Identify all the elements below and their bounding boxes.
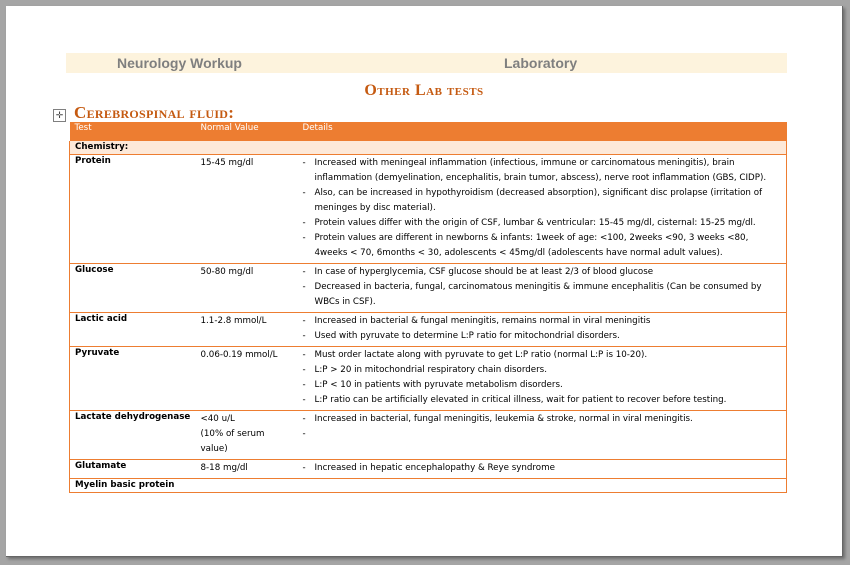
normal-value: 1.1-2.8 mmol/L [200, 316, 267, 326]
detail-item: - Used with pyruvate to determine L:P ratio for mitochondrial disorders. [303, 329, 783, 344]
table-row [70, 347, 787, 411]
table-row [70, 155, 787, 264]
header-left-text: Neurology Workup [117, 55, 242, 71]
page-title: Other Lab tests [364, 82, 484, 99]
table-header-row [70, 122, 787, 141]
page-header [66, 53, 787, 73]
details-list [303, 156, 783, 261]
table-row [70, 313, 787, 347]
test-name: Glutamate [70, 460, 196, 479]
detail-item: - Increased in bacterial & fungal meningitis, remains normal in viral meningitis [303, 314, 783, 329]
details-list [303, 348, 783, 408]
normal-value-cell [196, 313, 298, 347]
column-header-test: Test [70, 122, 196, 141]
test-name: Glucose [70, 264, 196, 313]
test-name: Pyruvate [70, 347, 196, 411]
details-list [303, 461, 783, 476]
detail-item: - Protein values differ with the origin of CSF, lumbar & ventricular: 15-45 mg/dl, cisternal: 15-25 mg/dl. [303, 216, 783, 231]
details-cell [298, 155, 787, 264]
normal-value: <40 u/L [200, 414, 235, 424]
table-move-handle-icon[interactable]: ✛ [53, 109, 66, 122]
details-cell [298, 313, 787, 347]
normal-value-cell [196, 411, 298, 460]
detail-item: - Also, can be increased in hypothyroidism (decreased absorption), significant disc prolapse (irritation of meninges by disc material). [303, 186, 783, 216]
normal-value-cell [196, 479, 298, 493]
details-list [303, 265, 783, 310]
section-title: Cerebrospinal fluid: [74, 103, 235, 122]
header-right-text: Laboratory [504, 55, 578, 71]
table-row [70, 460, 787, 479]
normal-value: 15-45 mg/dl [200, 158, 254, 168]
detail-item: - Increased in hepatic encephalopathy & Reye syndrome [303, 461, 783, 476]
detail-item: - Protein values are different in newborns & infants: 1week of age: <100, 2weeks <90, 3 weeks <80, 4weeks < 70, 6months < 30, adolescents < 45mg/dl (adolescents have normal adult values). [303, 231, 783, 261]
column-header-details: Details [298, 122, 787, 141]
details-list [303, 412, 783, 427]
group-row [70, 141, 787, 155]
normal-value: 50-80 mg/dl [200, 267, 254, 277]
test-name: Lactate dehydrogenase [70, 411, 196, 460]
normal-value-cell [196, 264, 298, 313]
details-cell [298, 347, 787, 411]
normal-value-cell [196, 460, 298, 479]
normal-value-cell [196, 155, 298, 264]
normal-value: (10% of serum value) [200, 429, 265, 454]
detail-item: - Increased in bacterial, fungal meningitis, leukemia & stroke, normal in viral meningitis. [303, 412, 783, 427]
normal-value: 0.06-0.19 mmol/L [200, 350, 278, 360]
detail-item: - L:P < 10 in patients with pyruvate metabolism disorders. [303, 378, 783, 393]
details-list [303, 314, 783, 344]
detail-item: - Decreased in bacteria, fungal, carcinomatous meningitis & immune encephalitis (Can be consumed by WBCs in CSF). [303, 280, 783, 310]
details-cell [298, 479, 787, 493]
details-cell [298, 411, 787, 460]
table-row [70, 264, 787, 313]
document-page [6, 6, 843, 557]
column-header-normal: Normal Value [196, 122, 298, 141]
normal-value: 8-18 mg/dl [200, 463, 248, 473]
details-cell [298, 460, 787, 479]
test-name: Lactic acid [70, 313, 196, 347]
detail-item: - In case of hyperglycemia, CSF glucose should be at least 2/3 of blood glucose [303, 265, 783, 280]
detail-item: - Increased with meningeal inflammation (infectious, immune or carcinomatous meningitis), brain inflammation (demyelination, encephalitis, brain tumor, abscess), nerve root inflammation (GBS, CIDP). [303, 156, 783, 186]
detail-item: - L:P > 20 in mitochondrial respiratory chain disorders. [303, 363, 783, 378]
table-row [70, 479, 787, 493]
detail-item: - Must order lactate along with pyruvate to get L:P ratio (normal L:P is 10-20). [303, 348, 783, 363]
test-name: Protein [70, 155, 196, 264]
normal-value-cell [196, 347, 298, 411]
table-row [70, 411, 787, 460]
details-cell [298, 264, 787, 313]
test-name: Myelin basic protein [70, 479, 196, 493]
group-label: Chemistry: [70, 141, 787, 155]
detail-item: - L:P ratio can be artificially elevated in critical illness, wait for patient to recover before testing. [303, 393, 783, 408]
lab-table [69, 122, 787, 493]
